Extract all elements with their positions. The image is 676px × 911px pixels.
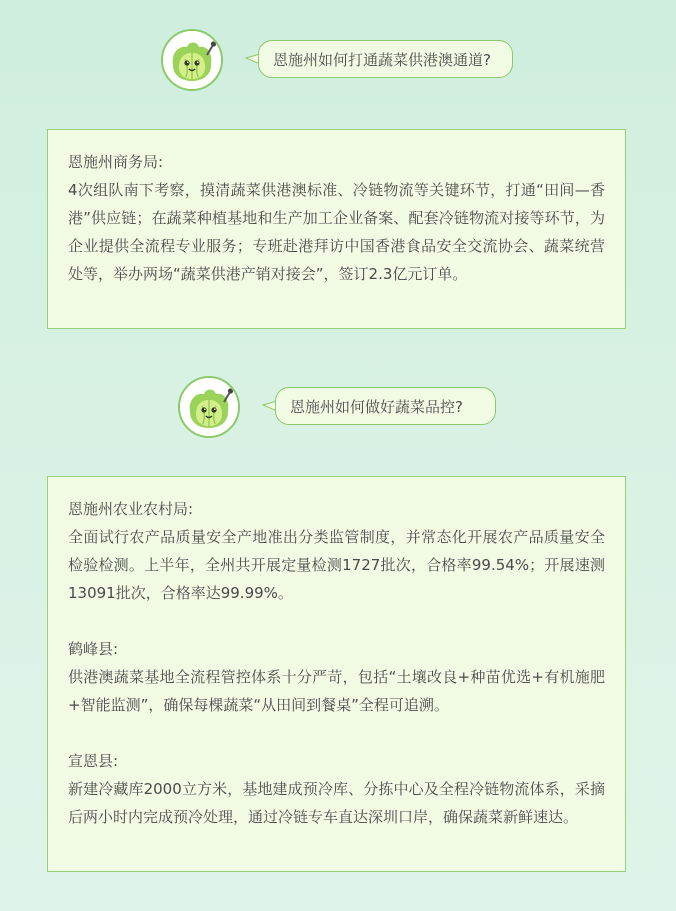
- answer-body: 全面试行农产品质量安全产地准出分类监管制度，并常态化开展农产品质量安全检验检测。上半年，全州共开展定量检测1727批次，合格率99.54%；开展速测13091批次，合格率达99.99%。: [68, 528, 605, 602]
- answer-org-label: 宣恩县:: [68, 752, 119, 770]
- answer-body: 新建冷藏库2000立方米，基地建成预冷库、分拣中心及全程冷链物流体系，采摘后两小时内完成预冷处理，通过冷链专车直达深圳口岸，确保蔬菜新鲜速达。: [68, 780, 605, 826]
- answer-body: 供港澳蔬菜基地全流程管控体系十分严苛，包括“土壤改良+种苗优选+有机施肥+智能监测”，确保每棵蔬菜“从田间到餐桌”全程可追溯。: [68, 668, 605, 714]
- answer-body: 4次组队南下考察，摸清蔬菜供港澳标准、冷链物流等关键环节，打通“田间—香港”供应链；在蔬菜种植基地和生产加工企业备案、配套冷链物流对接等环节，为企业提供全流程专业服务；专班赴港拜访中国香港食品安全交流协会、蔬菜统营处等，举办两场“蔬菜供港产销对接会”，签订2.3亿元订单。: [68, 181, 605, 283]
- paragraph-spacer: [68, 607, 605, 635]
- cabbage-mascot-icon: [161, 29, 223, 91]
- question-row-1: [0, 28, 676, 98]
- question-row-2: [0, 375, 676, 445]
- question-bubble-2: 恩施州如何做好蔬菜品控?: [275, 387, 496, 425]
- answer-org-label: 恩施州农业农村局:: [68, 500, 194, 518]
- question-bubble-1: 恩施州如何打通蔬菜供港澳通道?: [258, 40, 513, 78]
- answer-card-2: [47, 476, 626, 872]
- answer-org-label: 恩施州商务局:: [68, 153, 164, 171]
- answer-card-1: [47, 129, 626, 329]
- answer-org-label: 鹤峰县:: [68, 640, 119, 658]
- paragraph-spacer: [68, 719, 605, 747]
- cabbage-mascot-icon: [178, 376, 240, 438]
